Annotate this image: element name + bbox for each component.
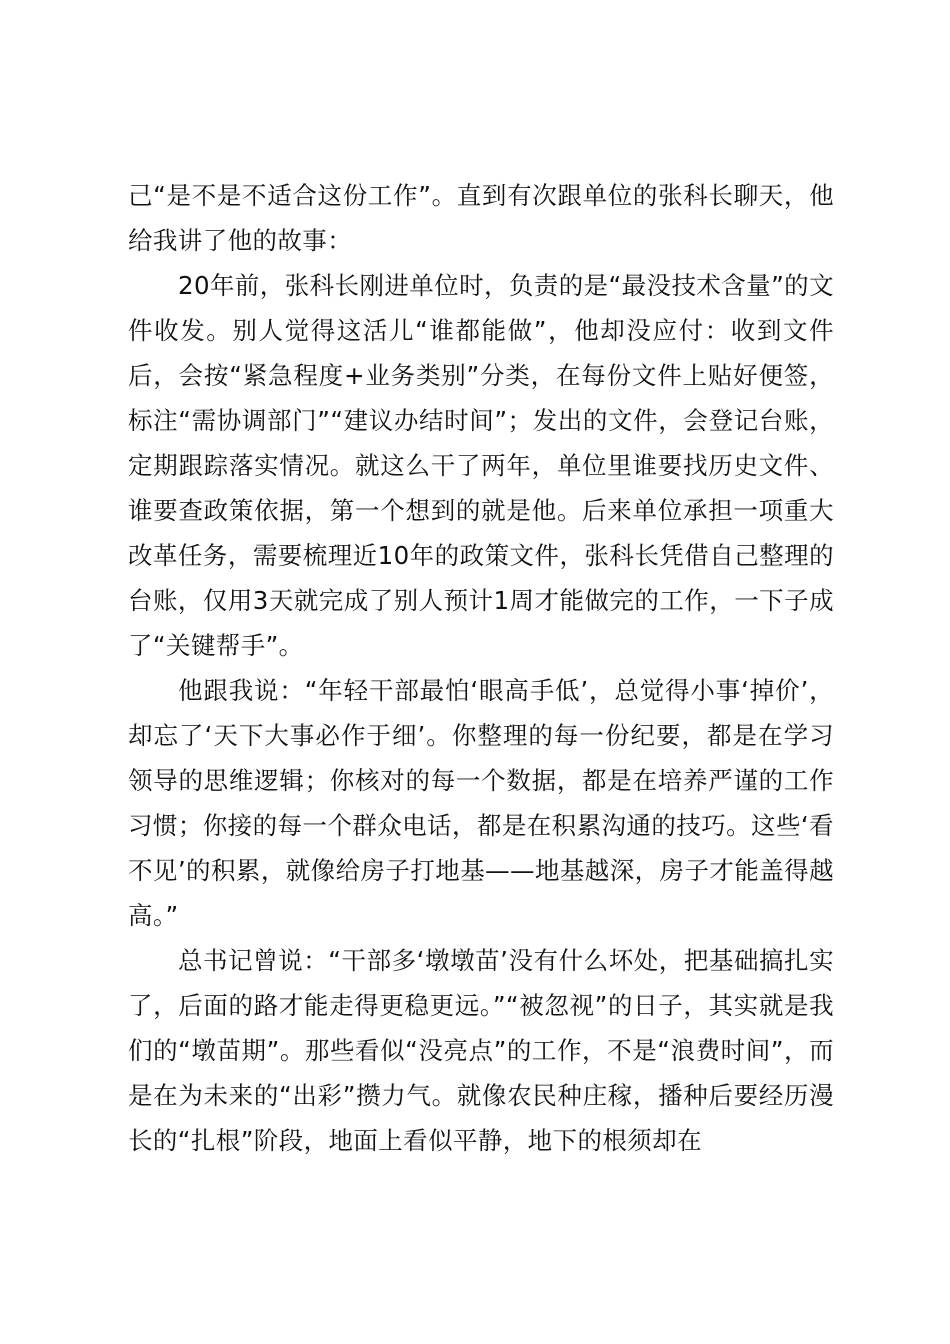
paragraph-zhang-quote: 他跟我说：“年轻干部最怕‘眼高手低’，总觉得小事‘掉价’，却忘了‘天下大事必作于细’。你整理的每一份纪要，都是在学习领导的思维逻辑；你核对的每一个数据，都是在培养严谨的工作习惯；你接的每一个群众电话，都是在积累沟通的技巧。这些‘看不见’的积累，就像给房子打地基——地基越深，房子才能盖得越高。” <box>128 676 834 930</box>
paragraph-dunmiao: 总书记曾说：“干部多‘墩墩苗’没有什么坏处，把基础搞扎实了，后面的路才能走得更稳更远。”“被忽视”的日子，其实就是我们的“墩苗期”。那些看似“没亮点”的工作，不是“浪费时间”，而是在为未来的“出彩”攒力气。就像农民种庄稼，播种后要经历漫长的“扎根”阶段，地面上看似平静，地下的根须却在 <box>128 946 834 1155</box>
document-body <box>128 173 834 1163</box>
paragraph-continuation: 己“是不是不适合这份工作”。直到有次跟单位的张科长聊天，他给我讲了他的故事： <box>128 181 834 255</box>
paragraph-zhang-story: 20年前，张科长刚进单位时，负责的是“最没技术含量”的文件收发。别人觉得这活儿“谁都能做”，他却没应付：收到文件后，会按“紧急程度+业务类别”分类，在每份文件上贴好便签，标注“需协调部门”“建议办结时间”；发出的文件，会登记台账，定期跟踪落实情况。就这么干了两年，单位里谁要找历史文件、谁要查政策依据，第一个想到的就是他。后来单位承担一项重大改革任务，需要梳理近10年的政策文件，张科长凭借自己整理的台账，仅用3天就完成了别人预计1周才能做完的工作，一下子成了“关键帮手”。 <box>128 271 834 660</box>
